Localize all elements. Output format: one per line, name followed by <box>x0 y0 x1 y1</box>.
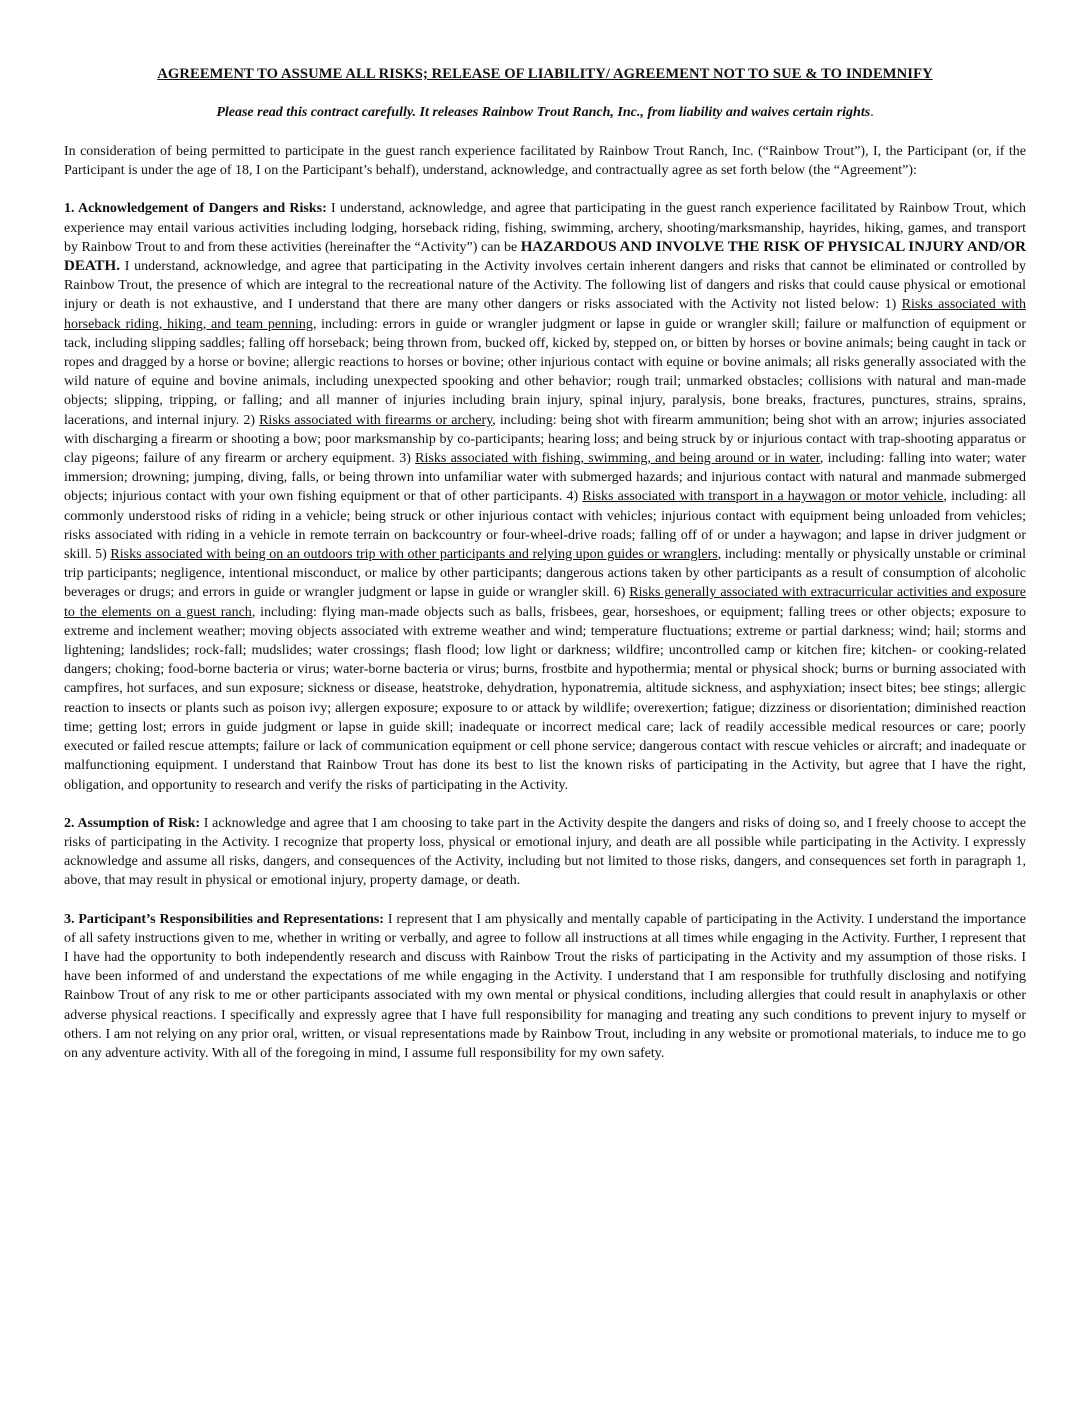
section-1-hazard-emphasis: HAZARDOUS AND INVOLVE THE RISK OF PHYSICAL INJURY AND/OR DEATH. <box>64 238 1026 275</box>
risk-heading-outdoors-trip: Risks associated with being on an outdoors trip with other participants and relying upon guides or wranglers <box>110 547 718 563</box>
section-3-heading: 3. Participant’s Responsibilities and Representations: <box>64 911 384 927</box>
section-1-heading: 1. Acknowledgement of Dangers and Risks: <box>64 201 327 217</box>
section-2-heading: 2. Assumption of Risk: <box>64 815 201 831</box>
section-1-paragraph <box>64 199 1026 794</box>
section-3-body: I represent that I am physically and mentally capable of participating in the Activity. I understand the importance of all safety instructions given to me, whether in writing or verbally, and agree to follow all instructions at all times while engaging in the Activity. Further, I represent that I have had the opportunity to both independently research and discuss with Rainbow Trout the risks of participating in the Activity and my assumption of those risks. I have been informed of and understand the expectations of me while engaging in the Activity. I understand that I am responsible for truthfully disclosing and notifying Rainbow Trout of any risk to me or other participants associated with my own mental or physical conditions, including allergies that could result in anaphylaxis or other adverse physical reactions. I specifically and expressly agree that I have full responsibility for managing and treating any such conditions to prevent injury to myself or others. I am not relying on any prior oral, written, or visual representations made by Rainbow Trout, including in any website or promotional materials, to induce me to go on any adventure activity. With all of the foregoing in mind, I assume full responsibility for my own safety. <box>64 911 1026 1061</box>
risk-heading-water: Risks associated with fishing, swimming, and being around or in water <box>415 451 820 467</box>
section-1-text-1: I understand, acknowledge, and agree that participating in the guest ranch experience facilitated by Rainbow Trout, which experience may entail various activities including lodging, horseback riding, fishing, swimming, archery, shooting/marksmanship, hayrides, hiking, games, and transport by Rainbow Trout to and from these activities (hereinafter the “Activity”) can be <box>64 201 1026 255</box>
section-1-text-7: , including: mentally or physically unstable or criminal trip participants; negligence, intentional misconduct, or malice by other participants; dangerous actions taken by other participants as a result of consumption of alcoholic beverages or drugs; and errors in guide or wrangler judgment or lapse in guide or wrangler skill. 6) <box>64 547 1027 601</box>
subtitle-text: Please read this contract carefully. It releases Rainbow Trout Ranch, Inc., from liability and waives certain rights <box>216 105 871 120</box>
risk-heading-horseback: Risks associated with horseback riding, hiking, and team penning <box>64 297 1026 332</box>
section-2-body: I acknowledge and agree that I am choosing to take part in the Activity despite the dangers and risks of doing so, and I freely choose to accept the risks of participating in the Activity. I recognize that property loss, physical or emotional injury, and death are all possible while participating in the Activity. I expressly acknowledge and assume all risks, dangers, and consequences of the Activity, including but not limited to those risks, dangers, and consequences set forth in paragraph 1, above, that may result in physical or emotional injury, property damage, or death. <box>64 815 1027 889</box>
subtitle-period: . <box>870 105 874 120</box>
risk-heading-firearms: Risks associated with firearms or archery <box>259 412 493 428</box>
section-1-text-2: I understand, acknowledge, and agree that participating in the Activity involves certain inherent dangers and risks that cannot be eliminated or controlled by Rainbow Trout, the presence of which are integral to the recreational nature of the Activity. The following list of dangers and risks that could cause physical or emotional injury or death is not exhaustive, and I understand that there are many other dangers or risks associated with the Activity not listed below: 1) <box>64 259 1026 313</box>
section-2-paragraph <box>64 814 1026 891</box>
section-1-text-5: , including: falling into water; water immersion; drowning; jumping, diving, falls, or being thrown into unfamiliar water with submerged hazards; and injurious contact with natural and manmade submerged objects; injurious contact with your own fishing equipment or that of other participants. 4) <box>64 451 1027 505</box>
intro-paragraph: In consideration of being permitted to participate in the guest ranch experience facilitated by Rainbow Trout Ranch, Inc. (“Rainbow Trout”), I, the Participant (or, if the Participant is under the age of 18, I on the Participant’s behalf), understand, acknowledge, and contractually agree as set forth below (the “Agreement”): <box>64 144 1026 179</box>
section-1-text-4: , including: being shot with firearm ammunition; being shot with an arrow; injuries associated with discharging a firearm or shooting a bow; poor marksmanship by co-participants; hearing loss; and being struck by or injurious contact with trap-shooting apparatus or clay pigeons; failure of any firearm or archery equipment. 3) <box>64 412 1026 467</box>
risk-heading-extracurricular: Risks generally associated with extracurricular activities and exposure to the elements on a guest ranch <box>64 585 1026 620</box>
document-title: AGREEMENT TO ASSUME ALL RISKS; RELEASE OF LIABILITY/ AGREEMENT NOT TO SUE & TO INDEMNIFY <box>157 66 933 82</box>
section-1-text-8: , including: flying man-made objects such as balls, frisbees, gear, horseshoes, or equipment; falling trees or other objects; exposure to extreme and inclement weather; moving objects associated with extreme weather and wind; temperature fluctuations; extreme or partial darkness; wind; hail; storms and lightening; landslides; rock-fall; mudslides; water crossings; flash flood; low light or darkness; wildfire; uncontrolled camp or kitchen fire; kitchen- or cooking-related dangers; choking; food-borne bacteria or virus; water-borne bacteria or virus; burns, frostbite and hypothermia; mental or physical shock; burns or burning associated with campfires, hot surfaces, and sun exposure; sickness or disease, heatstroke, dehydration, hyponatremia, altitude sickness, and asphyxiation; insect bites; bee stings; allergic reaction to insects or plants such as poison ivy; allergen exposure; exposure to or attack by wildlife; overexertion; fatigue; dizziness or disorientation; diminished reaction time; getting lost; errors in guide judgment or lapse in guide skill; inadequate or incorrect medical care; lack of readily accessible medical resources or care; poorly executed or failed rescue attempts; failure or lack of communication equipment or cell phone service; dangerous contact with rescue vehicles or aircraft; and inadequate or malfunctioning equipment. I understand that Rainbow Trout has done its best to list the known risks of participating in the Activity, but agree that I have the right, obligation, and opportunity to research and verify the risks of participating in the Activity. <box>64 604 1027 793</box>
section-3-paragraph <box>64 910 1026 1064</box>
risk-heading-transport: Risks associated with transport in a haywagon or motor vehicle <box>582 489 944 505</box>
section-1-text-6: , including: all commonly understood risks of riding in a vehicle; being struck or other injurious contact with vehicles; injurious contact with equipment being unloaded from vehicles; risks associated with riding in a vehicle in remote terrain on backcountry or four-wheel-drive roads; falling off of or under a haywagon; and lapse in driver judgment or skill. 5) <box>64 489 1026 563</box>
section-1-text-3: , including: errors in guide or wrangler judgment or lapse in guide or wrangler skill; failure or malfunction of equipment or tack, including slipping saddles; falling off horseback; being thrown from, bucked off, kicked by, stepped on, or bitten by horses or bovine animals; being caught in tack or ropes and dragged by a horse or bovine; allergic reactions to horses or bovine; other injurious contact with equine or bovine animals; all risks generally associated with the wild nature of equine and bovine animals, including unexpected spooking and other behavior; rough trail; unmarked obstacles; collisions with natural and man-made objects; slipping, tripping, or falling; and all manner of injuries including brain injury, spinal injury, paralysis, bone breaks, fractures, punctures, strains, sprains, lacerations, and internal injury. 2) <box>64 316 1026 428</box>
document-subtitle <box>64 105 1026 121</box>
